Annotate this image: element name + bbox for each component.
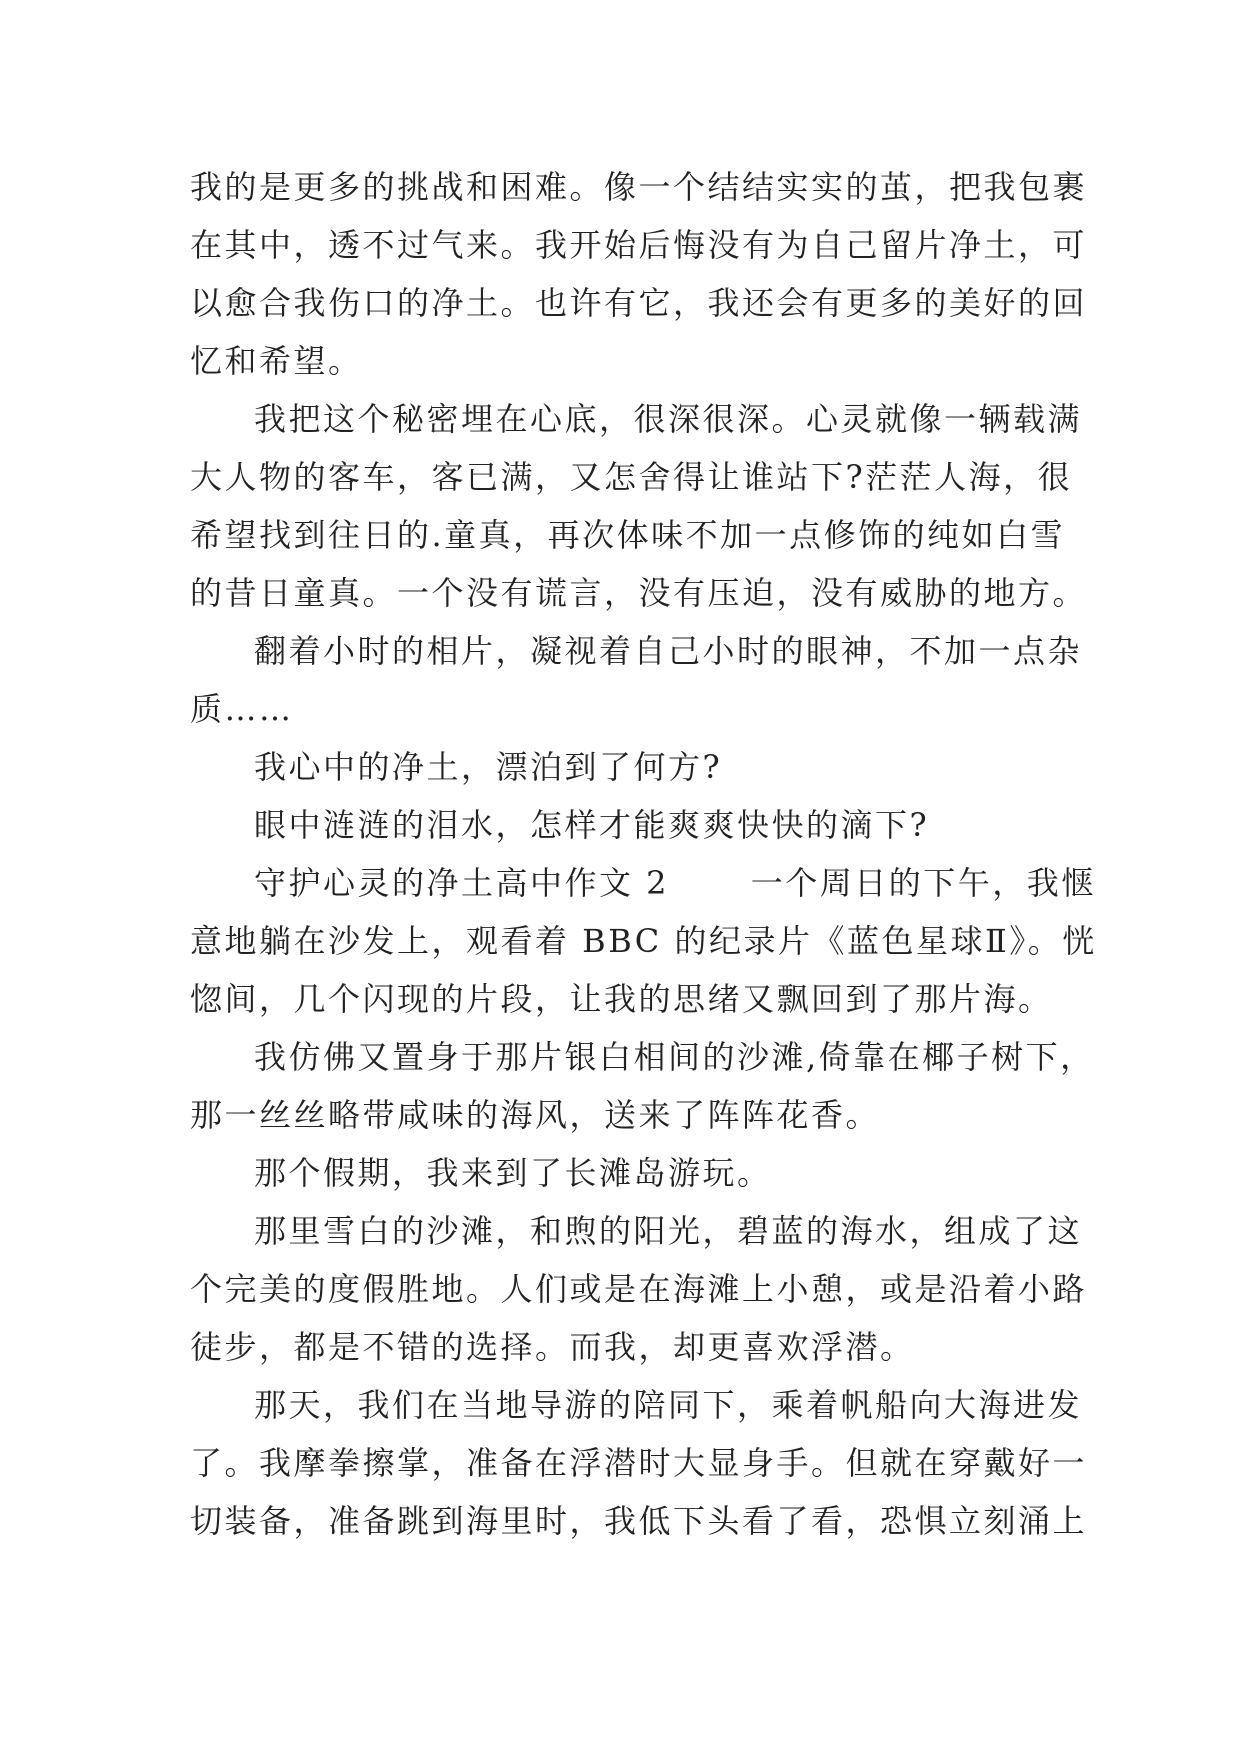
- text-line: 质……: [190, 690, 294, 728]
- text-line: 眼中涟涟的泪水，怎样才能爽爽快快的滴下?: [254, 806, 930, 844]
- text-line: 我把这个秘密埋在心底，很深很深。心灵就像一辆载满: [254, 400, 1083, 438]
- text-line: 的昔日童真。一个没有谎言，没有压迫，没有威胁的地方。: [190, 574, 1088, 612]
- text-line: 那一丝丝略带咸味的海风，送来了阵阵花香。: [190, 1096, 881, 1134]
- text-line: 我的是更多的挑战和困难。像一个结结实实的茧，把我包裹: [190, 168, 1088, 206]
- text-line: 那天，我们在当地导游的陪同下，乘着帆船向大海进发: [254, 1386, 1083, 1424]
- text-line: 那里雪白的沙滩，和煦的阳光，碧蓝的海水，组成了这: [254, 1212, 1083, 1250]
- text-line: 个完美的度假胜地。人们或是在海滩上小憩，或是沿着小路: [190, 1270, 1088, 1308]
- text-line: 以愈合我伤口的净土。也许有它，我还会有更多的美好的回: [190, 284, 1088, 322]
- text-line: 意地躺在沙发上，观看着 BBC 的纪录片《蓝色星球Ⅱ》。恍: [190, 922, 1097, 960]
- text-line: 翻着小时的相片，凝视着自己小时的眼神，不加一点杂: [254, 632, 1083, 670]
- text-line: 希望找到往日的.童真，再次体味不加一点修饰的纯如白雪: [190, 516, 1066, 554]
- text-line: 忆和希望。: [190, 342, 363, 380]
- text-line: 徒步，都是不错的选择。而我，却更喜欢浮潜。: [190, 1328, 915, 1366]
- text-line: 守护心灵的净土高中作文 2 一个周日的下午，我惬: [254, 864, 1096, 902]
- text-line: 了。我摩拳擦掌，准备在浮潜时大显身手。但就在穿戴好一: [190, 1444, 1088, 1482]
- text-line: 切装备，准备跳到海里时，我低下头看了看，恐惧立刻涌上: [190, 1502, 1088, 1540]
- text-line: 我仿佛又置身于那片银白相间的沙滩,倚靠在椰子树下，: [254, 1038, 1095, 1076]
- text-line: 在其中，透不过气来。我开始后悔没有为自己留片净土，可: [190, 226, 1088, 264]
- text-line: 那个假期，我来到了长滩岛游玩。: [254, 1154, 772, 1192]
- text-line: 惚间，几个闪现的片段，让我的思绪又飘回到了那片海。: [190, 980, 1053, 1018]
- text-line: 大人物的客车，客已满，又怎舍得让谁站下?茫茫人海，很: [190, 458, 1073, 496]
- body-text: [190, 158, 1097, 1550]
- text-line: 我心中的净土，漂泊到了何方?: [254, 748, 723, 786]
